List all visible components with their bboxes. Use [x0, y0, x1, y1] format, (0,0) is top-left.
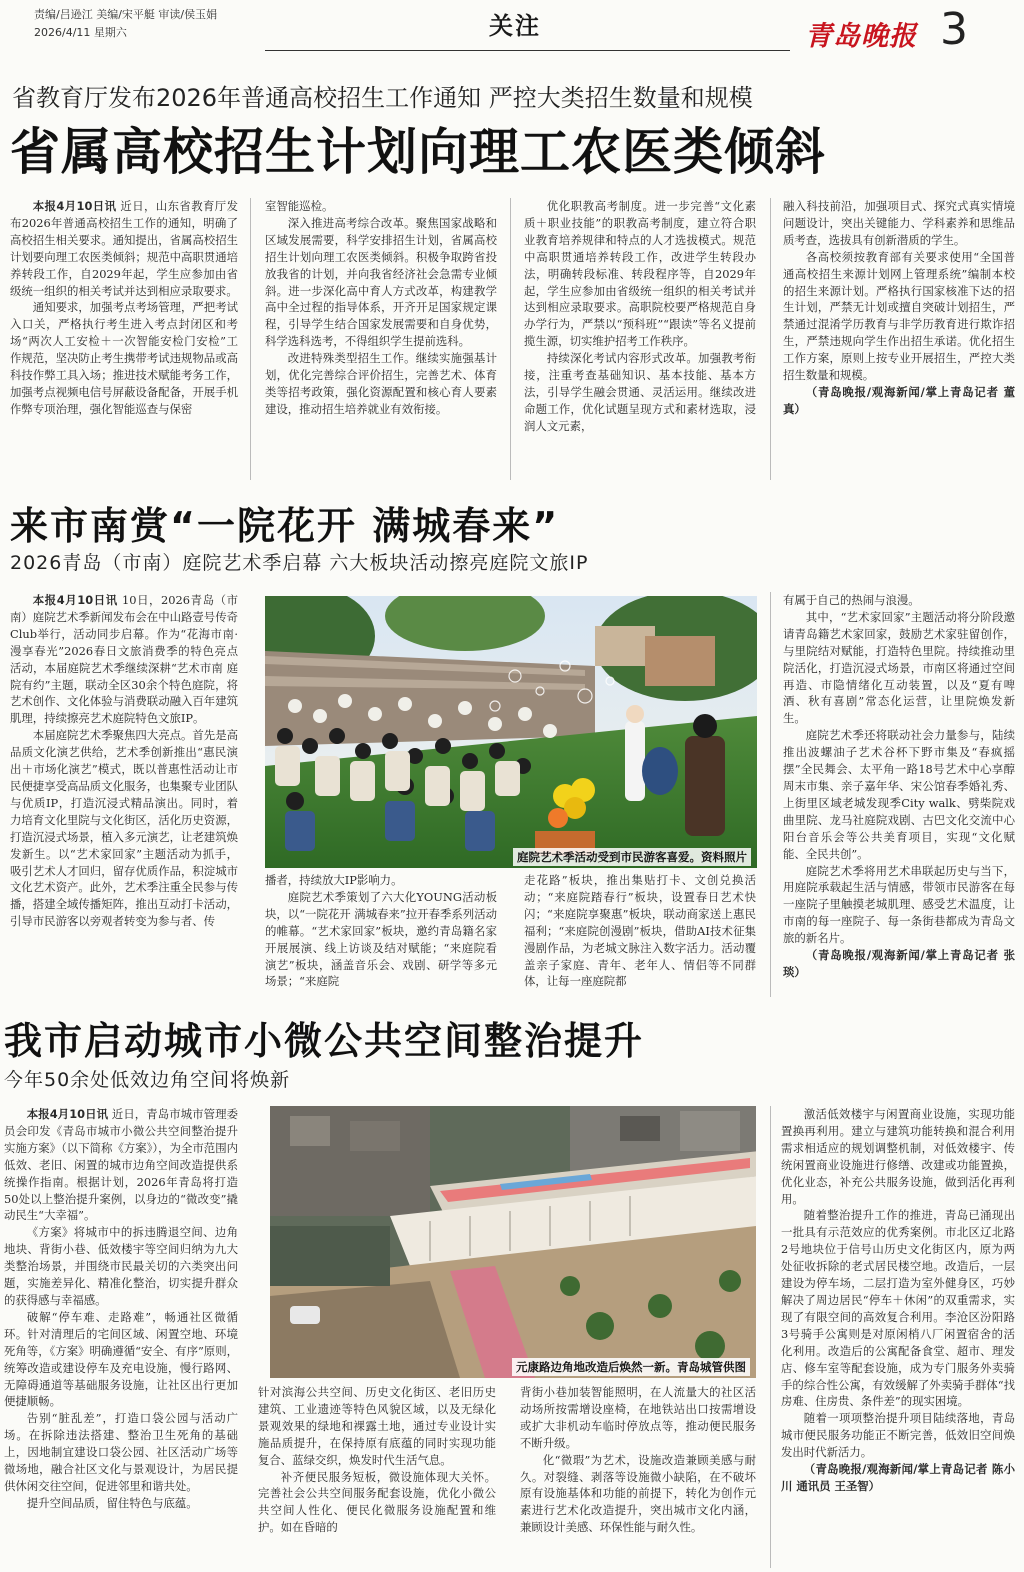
- article2-kicker: 2026青岛（市南）庭院艺术季启幕 六大板块活动擦亮庭院文旅IP: [10, 552, 589, 574]
- article1-col3-p2: 持续深化考试内容形式改革。加强教考衔接，注重考查基础知识、基本技能、基本方法，引导学生融会贯通、灵活运用。继续改进命题工作，优化试题呈现方式和素材选取，浸润人文元素，: [524, 351, 756, 433]
- article2-col1-text: 10日，2026青岛（市南）庭院艺术季新闻发布会在中山路壹号传奇Club举行，活动同步启幕。作为“花海市南·漫享春光”2026春日文旅消费季的特色亮点活动，本届庭院艺术季继续深耕“艺术市南 庭院有约”主题，联动全区30余个特色庭院，将艺术创作、文化体验与消费联动融入百年建筑肌理，持续擦亮艺术庭院特色文旅IP。: [10, 593, 238, 726]
- article2-headline: 来市南赏“一院花开 满城春来”: [10, 504, 560, 548]
- article3-photo-caption: 元康路边角地改造后焕然一新。青岛城管供图: [512, 1358, 750, 1376]
- column-divider: [770, 1106, 771, 1568]
- section-rule: [265, 50, 790, 51]
- article3-col3-p2: 化“微瑕”为艺术，设施改造兼顾美感与耐久。对裂缝、剥落等设施微小缺陷，在不破坏原有设施基体和功能的前提下，转化为创作元素进行艺术化改造提升，突出城市文化内涵，兼顾设计美感、环保性能与耐久性。: [520, 1452, 756, 1535]
- article1-col2-p2: 深入推进高考综合改革。聚焦国家战略和区域发展需要，科学安排招生计划，省属高校招生计划向理工农医类倾斜。积极争取跨省投放我省的计划，并向我省经济社会急需专业倾斜。进一步深化高中育人方式改革，构建教学高中全过程的指导体系，开齐开足国家规定课程，引导学生结合国家发展需要和自身优势，科学选科选考，不得组织学生提前选科。: [265, 215, 497, 349]
- article1-col3-text: 优化职教高考制度。进一步完善“文化素质＋职业技能”的职教高考制度，建立符合职业教育培养规律和特点的人才选拔模式。规范中高职贯通培养转段工作，改进学生转段办法，明确转段标准、转段程序等，自2029年起，学生应参加由省级统一组织的相关考试并达到相应录取要求。高职院校要严格规范自身办学行为，严禁以“预科班”“跟读”等名义提前揽生源，切实维护招考工作秩序。: [524, 199, 756, 349]
- article2-dateline: 本报4月10日讯: [32, 593, 118, 607]
- article1-col2: [265, 198, 497, 483]
- article3-col1-p4: 告别“脏乱差”，打造口袋公园与活动广场。在拆除违法搭建、整治卫生死角的基础上，因地制宜建设口袋公园、社区活动广场等微场地，融合社区文化与景观设计，为居民提供休闲交往空间，促进邻里和谐共处。: [4, 1411, 238, 1493]
- article2-col1: [10, 592, 238, 997]
- article3-col4-p3: 随着一项项整治提升项目陆续落地，青岛城市便民服务功能正不断完善，低效旧空间焕发出时代新活力。: [781, 1411, 1015, 1460]
- column-divider: [770, 198, 771, 480]
- article3-byline: （青岛晚报/观海新闻/掌上青岛记者 陈小川 通讯员 王圣智）: [781, 1462, 1015, 1493]
- editor-line: 责编/吕逊江 美编/宋平艇 审读/侯玉娟: [34, 8, 218, 21]
- article3-col3: [520, 1384, 756, 1568]
- article1-col4-p2: 各高校须按教育部有关要求使用“全国普通高校招生来源计划网上管理系统”编制本校的招生来源计划。严格执行国家核准下达的招生计划，严禁无计划或擅自突破计划招生，严禁通过混淆学历教育与非学历教育进行欺诈招生，严禁违规向学生作出招生承诺。优化招生工作方案，原则上按专业开展招生，严控大类招生数量和规模。: [783, 249, 1015, 383]
- article3-col4-p2: 随着整治提升工作的推进，青岛已涌现出一批具有示范效应的优秀案例。市北区辽北路2号地块位于信号山历史文化街区内，原为两处征收拆除的老式居民楼空地。改造后，一层建设为停车场，二层打造为室外健身区，巧妙解决了周边居民“停车＋休闲”的双重需求，实现了有限空间的高效复合利用。李沧区汾阳路3号骑手公寓则是对原闲梢八厂闲置宿舍的活化利用。改造后的公寓配备食堂、超市、理发店、修车室等配套设施，成为专门服务外卖骑手的综合性公寓，有效缓解了外卖骑手群体“找房难、住房贵、条件差”的现实困境。: [781, 1208, 1015, 1409]
- article2-col4-p2: 其中，“艺术家回家”主题活动将分阶段邀请青岛籍艺术家回家，鼓励艺术家驻留创作，与里院结对赋能，打造特色里院。持续推动里院活化，打造沉浸式场景，市南区将通过空间再造、市隐情绪化互动装置，以及“夏有啤酒、秋有喜剧”常态化运营，让里院焕发新生。: [783, 609, 1015, 726]
- article2-col2-text: 播者，持续放大IP影响力。: [265, 873, 403, 887]
- article1-col4-text: 融入科技前沿，加强项目式、探究式真实情境问题设计，突出关键能力、学科素养和思维品质考查，选拔具有创新潜质的学生。: [783, 199, 1015, 247]
- corner-lot-photo: [270, 1106, 756, 1378]
- article2-photo-caption: 庭院艺术季活动受到市民游客喜爱。资料照片: [513, 848, 751, 866]
- section-title: 关注: [489, 12, 541, 40]
- article1-col3: [524, 198, 756, 483]
- article1-headline: 省属高校招生计划向理工农医类倾斜: [10, 123, 826, 181]
- article3-col1-p5: 提升空间品质，留住特色与底蕴。: [26, 1495, 198, 1510]
- article3-col1-text: 近日，青岛市城市管理委员会印发《青岛市城市小微公共空间整治提升实施方案》（以下简称《方案》），为全市范围内低效、老旧、闲置的城市边角空间改造提供系统操作指南。根据计划，2026年青岛将打造50处以上整治提升案例，以身边的“微改变”撬动民生“大幸福”。: [4, 1107, 238, 1223]
- article3-col2-p2: 补齐便民服务短板，微设施体现大关怀。完善社会公共空间服务配套设施，优化小微公共空间人性化、便民化微服务设施配置和维护。如在昏暗的: [258, 1469, 496, 1535]
- column-divider: [770, 592, 771, 997]
- article2-col3-text: 走花路”板块，推出集贴打卡、文创兑换活动；“来庭院踏春行”板块，设置春日艺术快闪；“来庭院享聚惠”板块，联动商家送上惠民福利；“来庭院创漫剧”板块，借助AI技术征集漫剧作品，为老城文脉注入数字活力。活动覆盖亲子家庭、青年、老年人、情侣等不同群体，让每一座庭院都: [524, 873, 756, 989]
- article1-col2-p3: 改进特殊类型招生工作。继续实施强基计划，优化完善综合评价招生，完善艺术、体育类等招考政策，强化资源配置和核心育人要素建设，推动招生培养就业有效衔接。: [265, 351, 497, 416]
- article1-dateline: 本报4月10日讯: [32, 199, 117, 213]
- article2-byline: （青岛晚报/观海新闻/掌上青岛记者 张琰）: [783, 948, 1015, 979]
- article1-col4: [783, 198, 1015, 483]
- column-divider: [250, 198, 251, 480]
- article2-col1-p2: 本届庭院艺术季聚焦四大亮点。首先是高品质文化演艺供给，艺术季创新推出“惠民演出＋市场化演艺”模式，既以普惠性活动让市民便捷享受高品质文化服务，也集聚专业团队与优质IP，打造沉浸式精品演出。同时，着力培育文化里院与文化街区，活化历史资源，打造沉浸式场景，植入多元演艺，让老建筑焕发新生。以“艺术家回家”主题活动为抓手，吸引艺术人才回归，留存优质作品，积淀城市文化艺术资产。此外，艺术季注重全民参与传播，搭建全域传播矩阵，推出互动打卡活动，引导市民游客以旁观者转变为参与者、传: [10, 728, 238, 929]
- article3-col4: [781, 1106, 1015, 1568]
- article3-col3-text: 背街小巷加装智能照明，在人流量大的社区活动场所按需增设座椅，在地铁站出口按需增设或扩大非机动车临时停放点等，推动便民服务不断升级。: [520, 1385, 756, 1450]
- article3-kicker: 今年50余处低效边角空间将焕新: [4, 1069, 291, 1091]
- article1-col1: [10, 198, 238, 483]
- article2-col4-text: 有属于自己的热闹与浪漫。: [783, 593, 920, 607]
- article1-col1-p2: 通知要求，加强考点考场管理，严把考试入口关，严格执行考生进入考点封闭区和考场“两次人工安检＋一次智能安检门安检”工作规范，坚决防止考生携带考试违规物品或高科技作弊工具入场；推进技术赋能考务工作，加强考点视频电信号屏蔽设备配备，开展手机作弊专项治理，强化智能巡查与保密: [10, 300, 238, 416]
- article3-col4-text: 激活低效楼宇与闲置商业设施，实现功能置换再利用。建立与建筑功能转换和混合利用需求相适应的规划调整机制，对低效楼宇、传统闲置商业设施进行修缮、改建或功能置换，优化业态，补充公共服务设施，做到活化再利用。: [781, 1107, 1015, 1206]
- article2-col4-p3: 庭院艺术季还将联动社会力量参与，陆续推出波螺油子艺术谷杯下野市集及“春疯摇摆”全民舞会、太平角一路18号艺术中心享醇周末市集、亲子嘉年华、宋公馆春季婚礼秀、上街里区域老城发现季City walk、劈柴院戏曲里院、龙马社庭院戏剧、古巴文化交流中心阳台音乐会等公共美育项目，实现“文化赋能、全民共创”。: [783, 728, 1015, 861]
- article2-col3: [524, 872, 756, 997]
- page-number: 3: [940, 4, 968, 55]
- article1-byline: （青岛晚报/观海新闻/掌上青岛记者 董真）: [783, 384, 1015, 416]
- newspaper-logo: 青岛晚报: [805, 21, 917, 52]
- article3-col2-text: 针对滨海公共空间、历史文化街区、老旧历史建筑、工业遗迹等特色风貌区域，以及无绿化景观效果的绿地和裸露土地，通过专业设计实施品质提升，在保持原有底蕴的同时实现功能复合、蓝绿交织，焕发时代生活气息。: [258, 1385, 496, 1467]
- article2-col4-p4: 庭院艺术季将用艺术串联起历史与当下，用庭院承载起生活与情感，带领市民游客在每一座院子里触摸老城肌理、感受艺术温度，让市南的每一座院子、每一条街巷都成为青岛文旅的新名片。: [783, 863, 1015, 946]
- article3-col1-p2: 《方案》将城市中的拆违腾退空间、边角地块、背街小巷、低效楼宇等空间归纳为九大类整治场景，并围绕市民最关切的六类突出问题，实施差异化、精准化整治，切实提升群众的获得感与幸福感。: [4, 1225, 238, 1307]
- article3-headline: 我市启动城市小微公共空间整治提升: [4, 1019, 645, 1063]
- article3-dateline: 本报4月10日讯: [26, 1107, 109, 1121]
- article2-col2-p2: 庭院艺术季策划了六大化YOUNG活动板块，以“一院花开 满城春来”拉开春季系列活动的帷幕。“艺术家回家”板块，邀约青岛籍名家开展展演、线上访谈及结对赋能；“来庭院看演艺”板块，涵盖音乐会、戏剧、研学等多元场景；“来庭院: [265, 889, 497, 989]
- article2-col2: [265, 872, 497, 997]
- article2-col4: [783, 592, 1015, 997]
- column-divider: [510, 198, 511, 480]
- article3-col1: [4, 1106, 238, 1568]
- courtyard-festival-photo: [265, 596, 757, 868]
- date-line: 2026/4/11 星期六: [34, 26, 127, 39]
- article3-col2: [258, 1384, 496, 1568]
- article3-col1-p3: 破解“停车难、走路难”，畅通社区微循环。针对清理后的宅间区域、闲置空地、环境死角等，《方案》明确遵循“安全、有序”原则，统筹改造或建设停车及充电设施，慢行路网、无障碍通道等基础服务设施，让社区出行更加便捷顺畅。: [4, 1309, 238, 1409]
- article1-col1-text: 近日，山东省教育厅发布2026年普通高校招生工作的通知，明确了高校招生相关要求。通知提出，省属高校招生计划要向理工农医类倾斜；规范中高职贯通培养转段工作，自2029年起，学生应参加由省级统一组织的相关考试并达到相应录取要求。: [10, 199, 238, 298]
- masthead-meta: [34, 6, 294, 42]
- article1-col2-text: 室智能巡检。: [265, 199, 334, 213]
- article1-kicker: 省教育厅发布2026年普通高校招生工作通知 严控大类招生数量和规模: [12, 84, 753, 112]
